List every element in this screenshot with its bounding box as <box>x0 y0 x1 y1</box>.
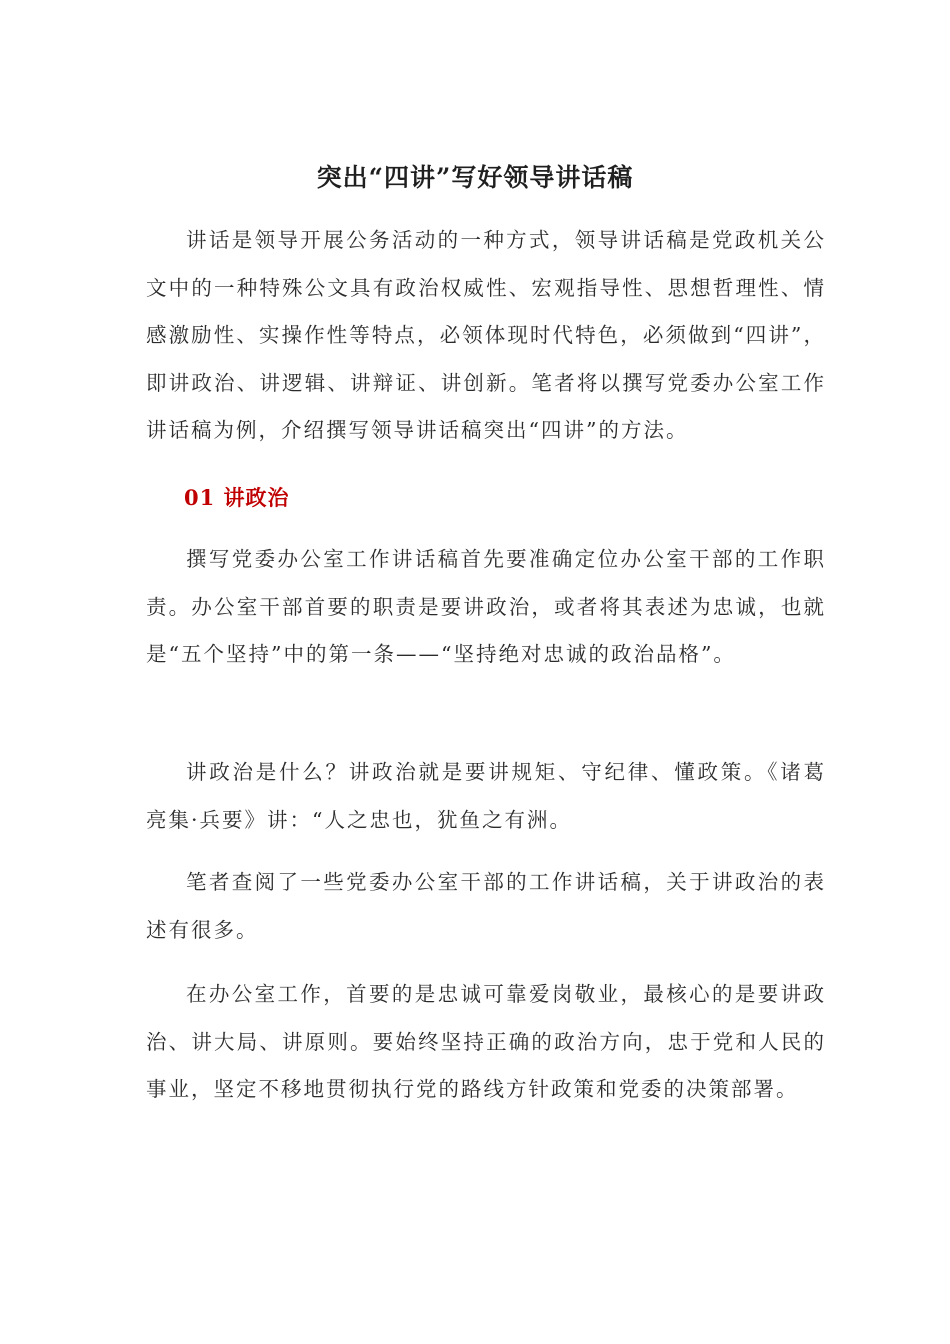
body-paragraph-2: 讲政治是什么？讲政治就是要讲规矩、守纪律、懂政策。《诸葛亮集·兵要》讲：“人之忠也，犹鱼之有洲。 <box>146 760 826 832</box>
body-paragraph-3: 笔者查阅了一些党委办公室干部的工作讲话稿，关于讲政治的表述有很多。 <box>146 870 826 942</box>
body-paragraph-4: 在办公室工作，首要的是忠诚可靠爱岗敬业，最核心的是要讲政治、讲大局、讲原则。要始终坚持正确的政治方向，忠于党和人民的事业，坚定不移地贯彻执行党的路线方针政策和党委的决策部署。 <box>146 982 826 1101</box>
body-paragraph-1: 撰写党委办公室工作讲话稿首先要准确定位办公室干部的工作职责。办公室干部首要的职责是要讲政治，或者将其表述为忠诚，也就是“五个坚持”中的第一条——“坚持绝对忠诚的政治品格”。 <box>146 547 826 666</box>
section-heading: 01 讲政治 <box>184 485 290 510</box>
document-title: 突出“四讲”写好领导讲话稿 <box>316 163 634 192</box>
intro-paragraph: 讲话是领导开展公务活动的一种方式，领导讲话稿是党政机关公文中的一种特殊公文具有政治权威性、宏观指导性、思想哲理性、情感激励性、实操作性等特点，必领体现时代特色，必须做到“四讲”，即讲政治、讲逻辑、讲辩证、讲创新。笔者将以撰写党委办公室工作讲话稿为例，介绍撰写领导讲话稿突出“四讲”的方法。 <box>146 228 826 442</box>
